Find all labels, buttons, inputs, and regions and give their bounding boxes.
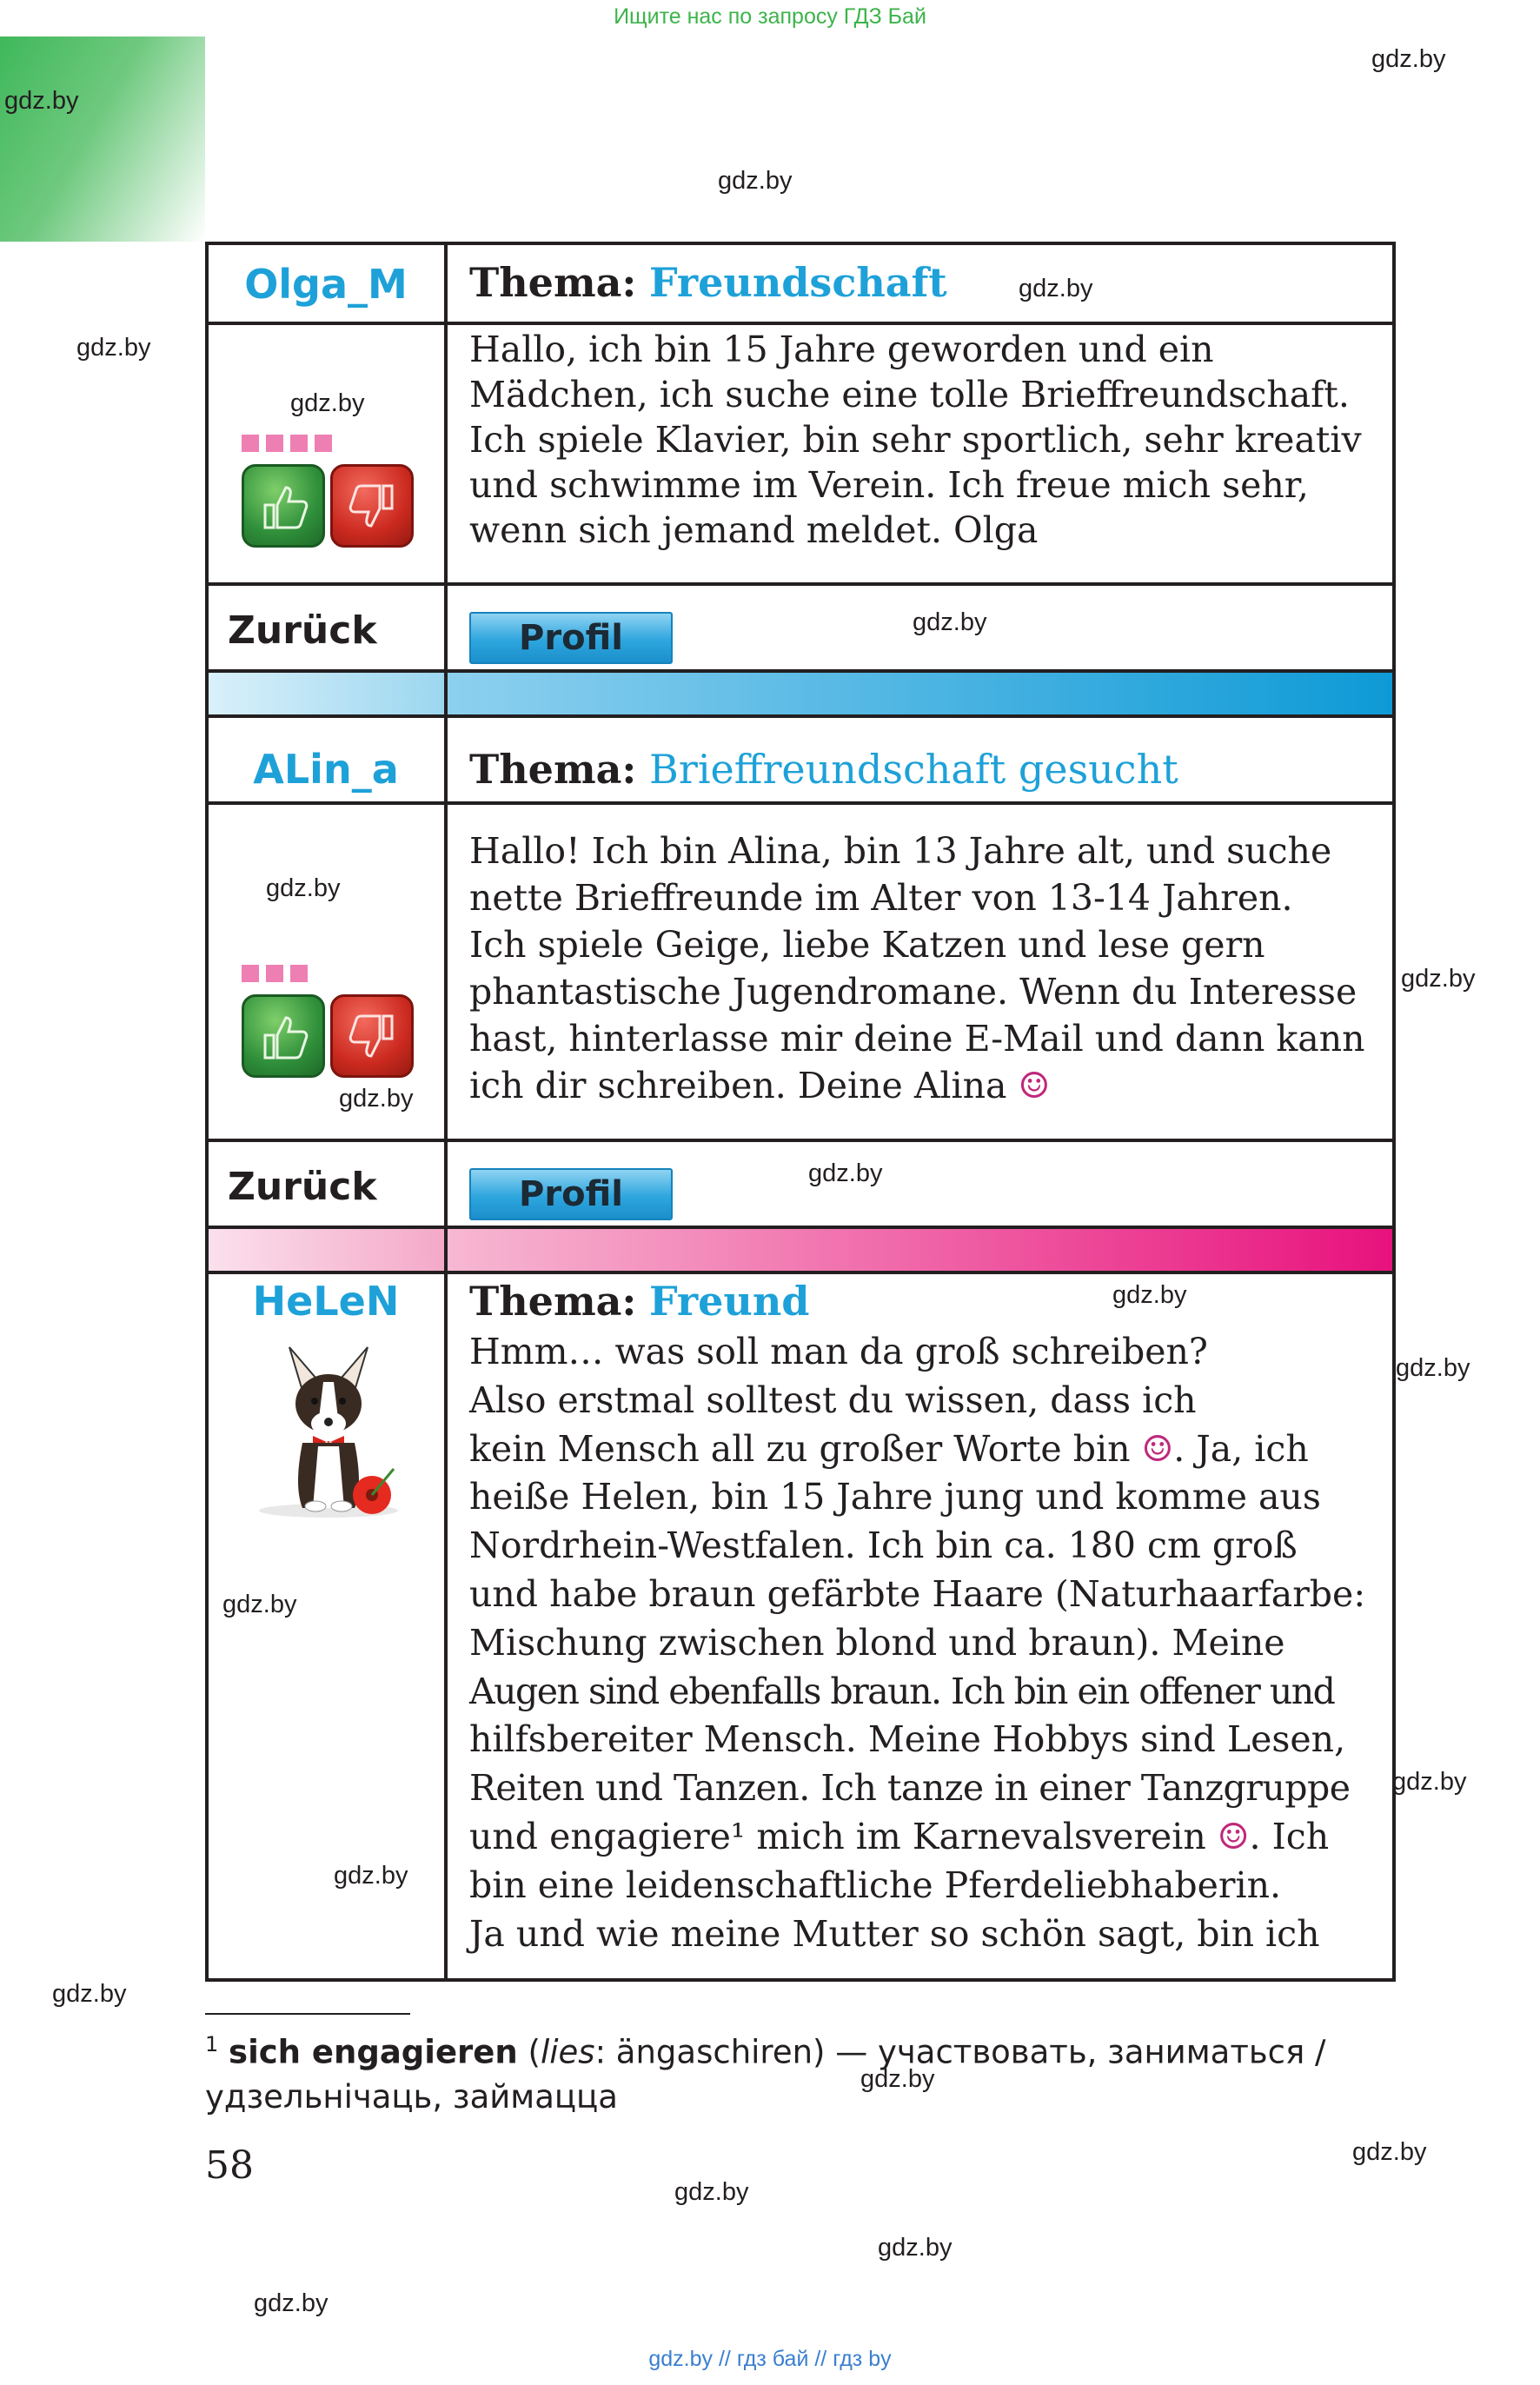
watermark: gdz.by (1401, 965, 1476, 993)
watermark: gdz.by (1352, 2138, 1427, 2166)
watermark: gdz.by (290, 389, 365, 417)
watermark: gdz.by (1371, 45, 1446, 73)
post-text: Hallo, ich bin 15 Jahre geworden und ein Mädchen, ich suche eine tolle Brieffreundschaft. Ich spiele Klavier, bin sehr sportlich, sehr kreativ und schwimme im Verein. Ich freue mich sehr, wenn sich jemand meldet. Olga (469, 329, 1362, 551)
watermark: gdz.by (334, 1862, 408, 1890)
bottom-banner[interactable]: gdz.by // гдз бай // гдз by (648, 2347, 892, 2371)
post-text: Hallo! Ich bin Alina, bin 13 Jahre alt, und suche nette Brieffreunde im Alter von 13-14 Jahren. Ich spiele Geige, liebe Katzen und lese gern phantastische Jugendromane. Wenn du Interesse hast, hinterlasse mir deine E-Mail und dann kann ich dir schreiben. Deine Alina ☺ (469, 830, 1365, 1106)
watermark: gdz.by (860, 2065, 935, 2093)
username-olga[interactable]: Olga_M (244, 261, 408, 308)
footnote-pronunciation: ängaschiren (615, 2033, 813, 2071)
row-divider (205, 1139, 1396, 1142)
post-topic (469, 259, 947, 306)
rating-dots (242, 435, 332, 452)
row-divider (205, 322, 1396, 325)
thumbs-up-icon[interactable] (242, 994, 325, 1078)
row-divider (205, 582, 1396, 586)
footnote-lies-label: lies (540, 2033, 595, 2071)
watermark: gdz.by (1396, 1354, 1470, 1382)
corner-decoration (0, 37, 205, 242)
profile-button[interactable]: Profil (469, 1168, 673, 1220)
watermark: gdz.by (52, 1980, 127, 2008)
watermark: gdz.by (254, 2289, 329, 2317)
watermark: gdz.by (339, 1085, 414, 1113)
watermark: gdz.by (222, 1591, 297, 1618)
footnote-translation: — участвовать, заниматься / удзельнічаць, займацца (205, 2033, 1326, 2116)
footnote: $^1$ sich engagieren (lies: ängaschiren) — участвовать, заниматься / удзельнічаць, займацца (205, 2032, 1326, 2116)
thumbs-down-icon[interactable] (330, 994, 414, 1078)
watermark: gdz.by (1019, 275, 1093, 302)
footnote-marker: 1 (205, 2032, 219, 2056)
topic-value: Freund (649, 1278, 810, 1325)
topic-label: Thema: (469, 259, 637, 306)
topic-value: Freundschaft (649, 259, 947, 306)
back-link[interactable]: Zurück (228, 1165, 377, 1209)
row-divider (205, 1271, 1396, 1274)
rating-dots (242, 965, 308, 982)
dog-avatar-icon (242, 1339, 415, 1521)
top-banner: Ищите нас по запросу ГДЗ Бай (614, 4, 926, 29)
topic-value: Brieffreundschaft gesucht (649, 746, 1178, 793)
thumbs-down-icon[interactable] (330, 464, 414, 548)
topic-label: Thema: (469, 746, 637, 793)
watermark: gdz.by (4, 87, 79, 115)
watermark: gdz.by (1392, 1768, 1467, 1796)
profile-button[interactable]: Profil (469, 612, 673, 664)
separator-band-pink (209, 1229, 444, 1271)
thumbs-up-icon[interactable] (242, 464, 325, 548)
separator-band-blue (209, 673, 444, 714)
row-divider (205, 801, 1396, 805)
footnote-rule (205, 2013, 410, 2015)
post-topic (469, 1278, 809, 1325)
username-alina[interactable]: ALin_a (253, 746, 399, 793)
watermark: gdz.by (808, 1159, 883, 1187)
watermark: gdz.by (674, 2178, 749, 2206)
watermark: gdz.by (266, 874, 341, 902)
row-divider (205, 714, 1396, 718)
watermark: gdz.by (76, 334, 151, 362)
watermark: gdz.by (1112, 1281, 1187, 1309)
back-link[interactable]: Zurück (228, 608, 377, 653)
watermark: gdz.by (718, 167, 793, 195)
footnote-term: sich engagieren (229, 2033, 518, 2071)
username-helen[interactable]: HeLeN (252, 1278, 400, 1325)
separator-band-pink (448, 1229, 1392, 1271)
post-text: Hmm… was soll man da groß schreiben? Also erstmal solltest du wissen, dass ich kein Mensch all zu großer Worte bin ☺. Ja, ich heiße Helen, bin 15 Jahre jung und komme aus Nordrhein-Westfalen. Ich bin ca. 180 cm groß und habe braun gefärbte Haare (Naturhaarfarbe: Mischung zwischen blond und braun). Meine Augen sind ebenfalls braun. Ich bin ein offener und hilfsbereiter Mensch. Meine Hobbys sind Lesen, Reiten und Tanzen. Ich tanze in einer Tanzgruppe und engagiere¹ mich im Karnevalsverein ☺. Ich bin eine leidenschaftliche Pferdeliebhaberin. Ja und wie meine Mutter so schön sagt, bin ich (469, 1331, 1366, 1955)
watermark: gdz.by (913, 608, 987, 636)
topic-label: Thema: (469, 1278, 637, 1325)
page-number: 58 (205, 2143, 254, 2188)
separator-band-blue (448, 673, 1392, 714)
watermark: gdz.by (878, 2234, 953, 2262)
post-topic (469, 746, 1178, 793)
column-divider (444, 242, 448, 1982)
